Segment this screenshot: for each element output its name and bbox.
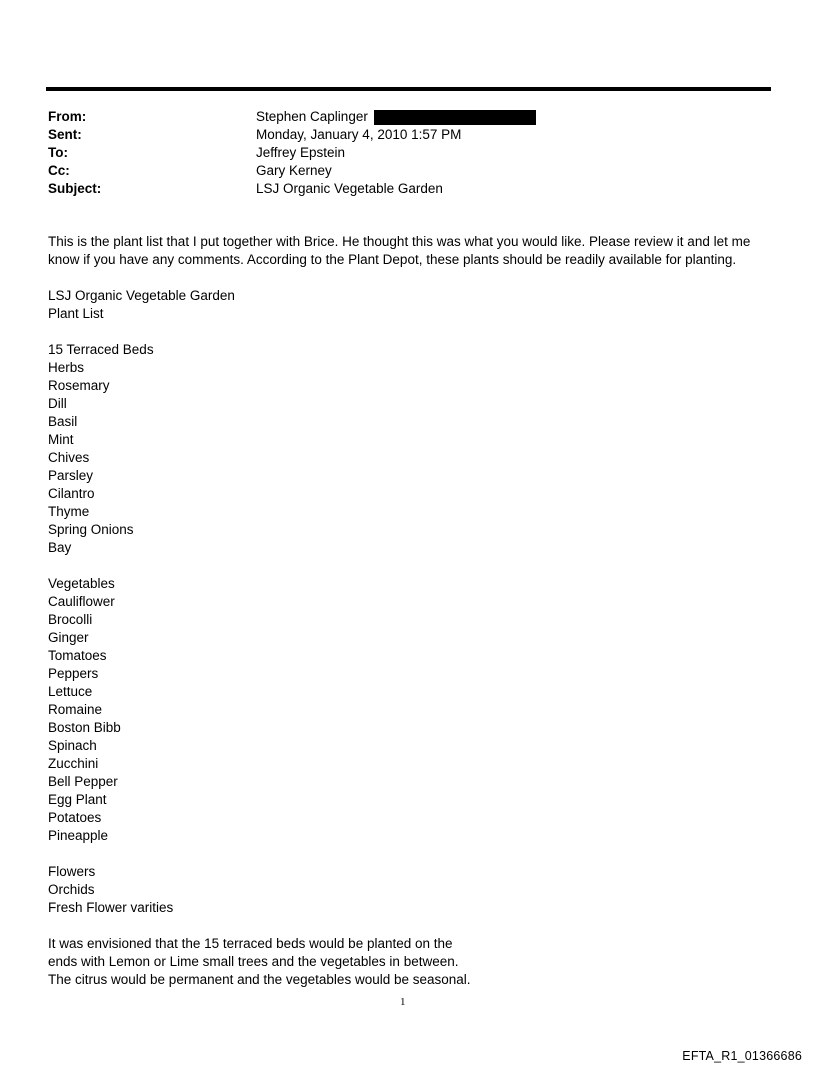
list-item: Ginger	[48, 630, 89, 645]
list-item: Bay	[48, 540, 72, 555]
list-item: Zucchini	[48, 756, 99, 771]
list-item: Spinach	[48, 738, 97, 753]
list-item: Potatoes	[48, 810, 102, 825]
list-item: Romaine	[48, 702, 103, 717]
cc-value: Gary Kerney	[256, 163, 332, 178]
list-item: Fresh Flower varities	[48, 900, 174, 915]
closing-line-2: ends with Lemon or Lime small trees and the vegetables in between.	[48, 954, 459, 969]
from-label: From:	[48, 109, 87, 124]
spacer	[48, 323, 778, 341]
email-header	[48, 108, 768, 198]
bates-number: EFTA_R1_01366686	[682, 1049, 802, 1063]
redaction-box	[374, 110, 536, 125]
sent-row	[48, 126, 768, 144]
spacer	[48, 269, 778, 287]
list-item: Mint	[48, 432, 74, 447]
list-item: Cilantro	[48, 486, 95, 501]
page-number: 1	[400, 996, 406, 1008]
list-item: Bell Pepper	[48, 774, 118, 789]
list-item: Basil	[48, 414, 78, 429]
header-rule	[46, 87, 771, 91]
list-item: Chives	[48, 450, 90, 465]
list-item: Boston Bibb	[48, 720, 121, 735]
intro-line-1: This is the plant list that I put together with Brice. He thought this was what you would like. Please review it and let me	[48, 234, 751, 249]
beds-line: 15 Terraced Beds	[48, 342, 154, 357]
list-item: Orchids	[48, 882, 95, 897]
subject-label: Subject:	[48, 181, 102, 196]
email-body	[48, 233, 778, 989]
subject-value: LSJ Organic Vegetable Garden	[256, 181, 443, 196]
flowers-heading: Flowers	[48, 864, 96, 879]
closing-line-1: It was envisioned that the 15 terraced beds would be planted on the	[48, 936, 453, 951]
list-item: Thyme	[48, 504, 90, 519]
list-item: Parsley	[48, 468, 94, 483]
from-row	[48, 108, 768, 126]
list-item: Pineapple	[48, 828, 109, 843]
spacer	[48, 845, 778, 863]
spacer	[48, 557, 778, 575]
spacer	[48, 917, 778, 935]
list-item: Peppers	[48, 666, 99, 681]
cc-label: Cc:	[48, 163, 70, 178]
list-title-1: LSJ Organic Vegetable Garden	[48, 288, 235, 303]
closing-line-3: The citrus would be permanent and the vegetables would be seasonal.	[48, 972, 471, 987]
from-value-container	[256, 108, 768, 126]
intro-line-2: know if you have any comments. According to the Plant Depot, these plants should be readily available for planting.	[48, 252, 737, 267]
list-item: Cauliflower	[48, 594, 115, 609]
cc-row	[48, 162, 768, 180]
to-row	[48, 144, 768, 162]
to-value: Jeffrey Epstein	[256, 145, 346, 160]
subject-row	[48, 180, 768, 198]
list-item: Brocolli	[48, 612, 93, 627]
sent-value: Monday, January 4, 2010 1:57 PM	[256, 127, 462, 142]
list-item: Spring Onions	[48, 522, 134, 537]
list-title-2: Plant List	[48, 306, 104, 321]
list-item: Tomatoes	[48, 648, 107, 663]
herbs-heading: Herbs	[48, 360, 85, 375]
to-label: To:	[48, 145, 68, 160]
from-value: Stephen Caplinger	[256, 109, 368, 124]
list-item: Dill	[48, 396, 67, 411]
list-item: Lettuce	[48, 684, 93, 699]
sent-label: Sent:	[48, 127, 82, 142]
vegetables-heading: Vegetables	[48, 576, 115, 591]
list-item: Rosemary	[48, 378, 110, 393]
list-item: Egg Plant	[48, 792, 107, 807]
